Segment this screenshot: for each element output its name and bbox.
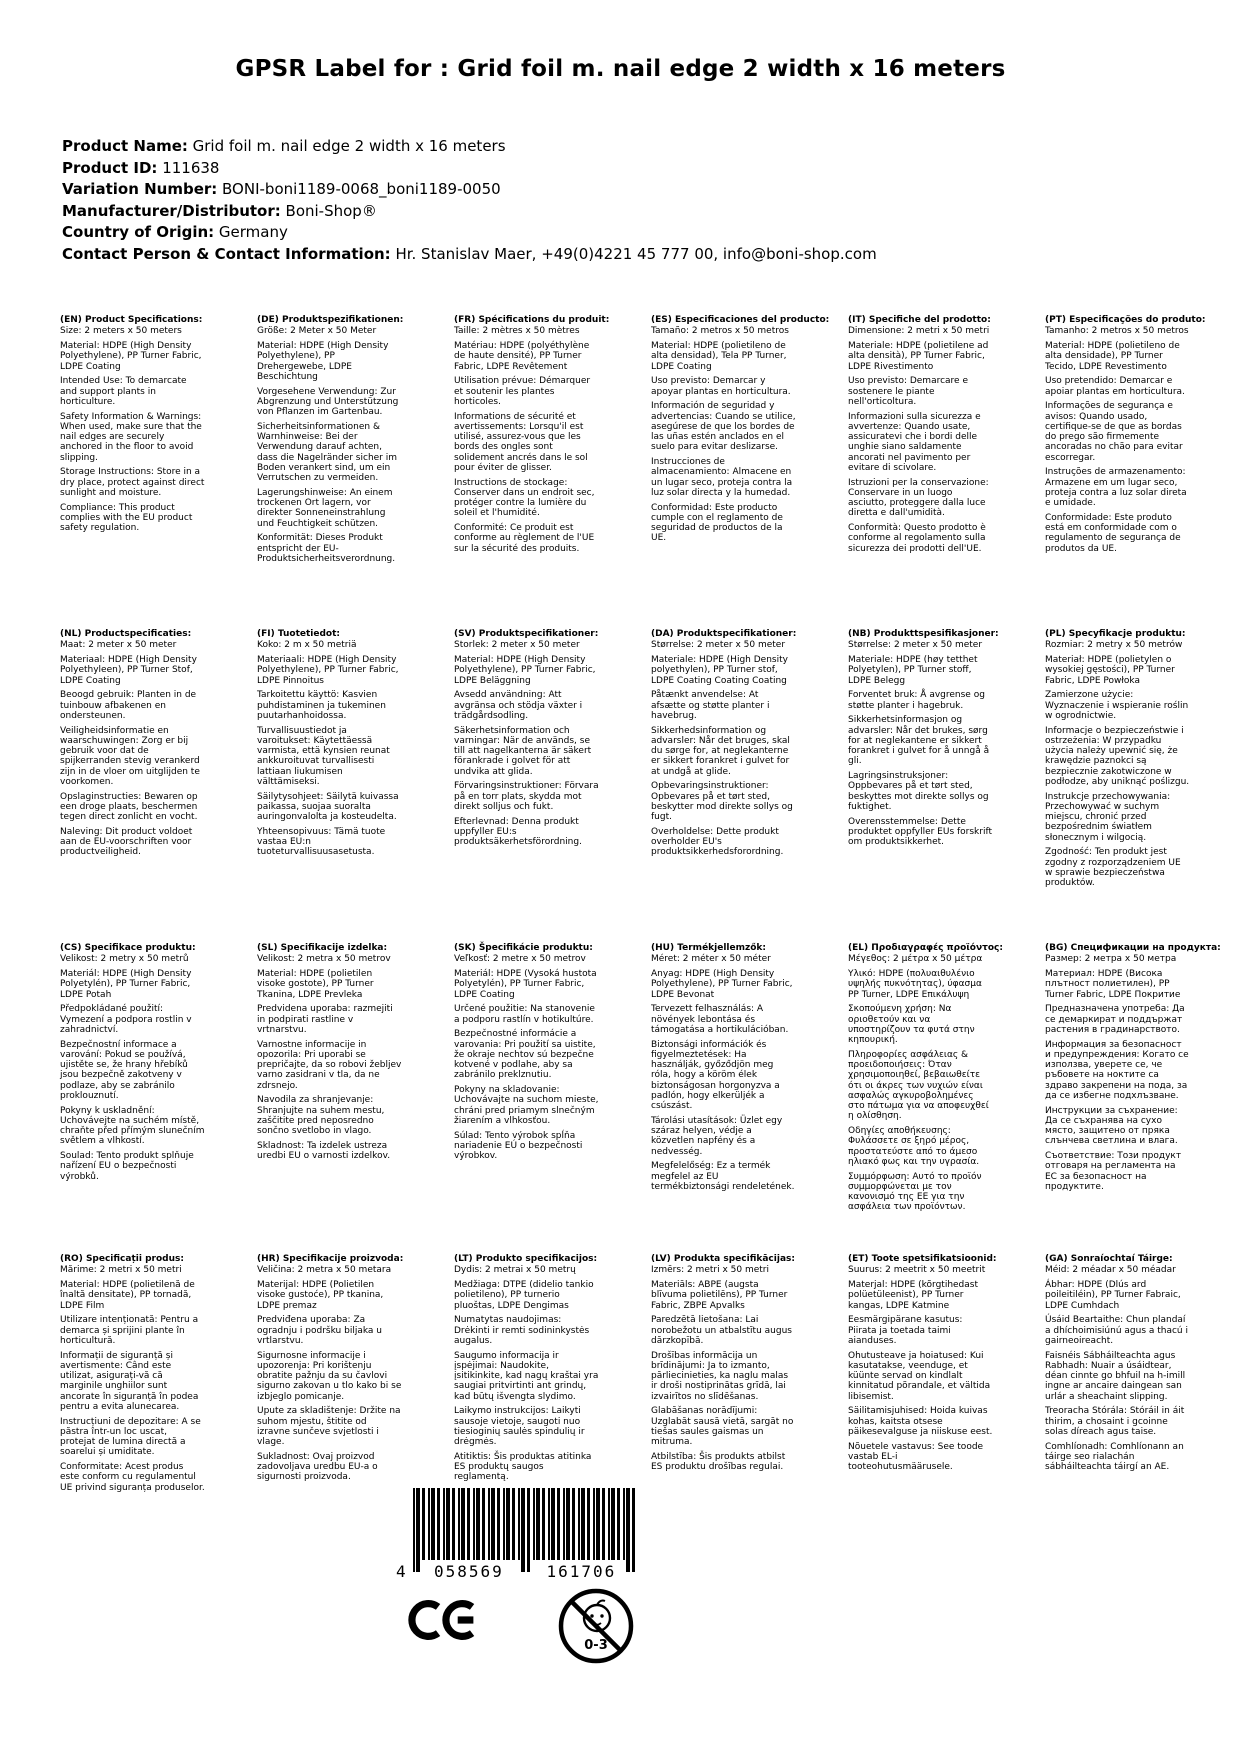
lang-block-paragraph: Material: HDPE (polietilenă de înaltă densitate), PP tornadă, LDPE Film [60, 1280, 195, 1311]
lang-block-paragraph: Opbevaringsinstruktioner: Opbevares på et tørt sted, beskytter mod direkte sollys og fugt. [651, 781, 793, 822]
lang-block-paragraph: Σκοπούμενη χρήση: Να οριοθετούν και να υποστηρίζουν τα φυτά στην κηπουρική. [848, 1004, 975, 1045]
barcode-bar [596, 1488, 600, 1560]
lang-block-paragraph: Material: HDPE (High Density Polyethylene), PP Turner Fabric, LDPE Coating [60, 341, 202, 372]
barcode-bar [476, 1488, 480, 1560]
lang-block-title: (LV) Produkta specifikācijas: [651, 1254, 795, 1264]
lang-block-paragraph: Οδηγίες αποθήκευσης: Φυλάσσετε σε ξηρό μέρος, προστατεύστε από το άμεσο ηλιακό φως και την υγρασία. [848, 1126, 980, 1167]
lang-block-title: (SL) Specifikacije izdelka: [257, 943, 388, 953]
lang-block-bg [1045, 943, 1221, 1254]
lang-block-paragraph: Materjal: HDPE (kõrgtihedast polüetüleenist), PP Turner kangas, LDPE Katmine [848, 1280, 979, 1311]
lang-block-paragraph: Υλικό: HDPE (πολυαιθυλένιο υψηλής πυκνότητας), ύφασμα PP Turner, LDPE Επικάλυψη [848, 969, 982, 1000]
lang-block-paragraph: Sikkerhedsinformation og advarsler: Når det bruges, skal du sørge for, at neglekanterne er sikkert forankret i gulvet for at undgå at glide. [651, 725, 790, 777]
barcode-bar [461, 1488, 465, 1560]
lang-block-paragraph: Информация за безопасност и предупреждения: Когато се използва, уверете се, че ръбовете на ноктите са здраво закрепени на пода, за да се избегне подхлъзване. [1045, 1039, 1189, 1101]
barcode-bar [503, 1488, 505, 1560]
barcode-bar [431, 1488, 435, 1560]
lang-block-paragraph: Avsedd användning: Att avgränsa och stödja växter i trädgårdsodling. [454, 690, 583, 721]
lang-block-paragraph: Zamierzone użycie: Wyznaczenie i wspieranie roślin w ogrodnictwie. [1045, 690, 1189, 721]
lang-block-paragraph: Overensstemmelse: Dette produktet oppfyller EUs forskrift om produktsikkerhet. [848, 816, 993, 847]
lang-block-paragraph: Información de seguridad y advertencias: Cuando se utilice, asegúrese de que los bordes de las uñas estén anclados en el suelo para evitar deslizarse. [651, 401, 796, 453]
lang-block-paragraph: Conformità: Questo prodotto è conforme al regolamento sulla sicurezza dei prodotti dell'UE. [848, 523, 986, 554]
product-info-value: Boni-Shop® [280, 201, 377, 220]
barcode-bar [617, 1488, 620, 1560]
lang-block-de [257, 315, 402, 629]
lang-block-paragraph: Zgodność: Ten produkt jest zgodny z rozporządzeniem UE w sprawie bezpieczeństwa produktów. [1045, 847, 1181, 888]
lang-block-paragraph: Drošības informācija un brīdinājumi: Ja to izmanto, pārliecinieties, ka naglu malas ir droši nostiprinātas grīdā, lai izvairītos no slīdēšanas. [651, 1350, 789, 1402]
lang-block-paragraph: Určené použitie: Na stanovenie a podporu rastlín v hotikultúre. [454, 1004, 595, 1025]
lang-block-paragraph: Opslaginstructies: Bewaren op een droge plaats, beschermen tegen direct zonlicht en vocht. [60, 791, 198, 822]
lang-block-paragraph: Dimensione: 2 metri x 50 metri [848, 326, 990, 337]
barcode-bar [551, 1488, 555, 1560]
product-info-line [62, 244, 877, 266]
ce-mark-icon [408, 1598, 476, 1646]
lang-block-paragraph: Maat: 2 meter x 50 meter [60, 640, 177, 651]
lang-block-paragraph: Material: HDPE (polietileno de alta densidade), PP Turner Tecido, LDPE Revestimento [1045, 341, 1180, 372]
lang-block-paragraph: Größe: 2 Meter x 50 Meter [257, 326, 377, 337]
lang-block-paragraph: Sukladnost: Ovaj proizvod zadovoljava uredbu EU-a o sigurnosti proizvoda. [257, 1451, 378, 1483]
lang-block-paragraph: Conformidade: Este produto está em conformidade com o regulamento de segurança de produtos da UE. [1045, 512, 1181, 554]
barcode-left-group: 058569 [433, 1562, 504, 1581]
barcode-bar [428, 1488, 430, 1560]
barcode-system-digit: 4 [396, 1562, 406, 1581]
lang-block-paragraph: Matériau: HDPE (polyéthylène de haute densité), PP Turner Fabric, LDPE Revêtement [454, 341, 590, 372]
lang-block-paragraph: Istruzioni per la conservazione: Conservare in un luogo asciutto, proteggere dalla luce diretta e dall'umidità. [848, 477, 989, 519]
lang-block-paragraph: Informații de siguranță și avertismente: Când este utilizat, asigurați-vă că marginile unghiilor sunt ancorate în siguranță în podea pentru a evita alunecarea. [60, 1350, 199, 1412]
barcode-bar [446, 1488, 450, 1560]
lang-block-paragraph: Medžiaga: DTPE (didelio tankio polietileno), PP turnerio pluoštas, LDPE Dengimas [454, 1280, 594, 1311]
lang-block-paragraph: Forventet bruk: Å avgrense og støtte planter i hagebruk. [848, 690, 985, 711]
lang-block-paragraph: Skladnost: Ta izdelek ustreza uredbi EU o varnosti izdelkov. [257, 1140, 391, 1161]
lang-block-paragraph: Velikost: 2 metra x 50 metrov [257, 954, 391, 965]
lang-block-fi [257, 629, 402, 943]
lang-block-paragraph: Materiaal: HDPE (High Density Polyethyleen), PP Turner Stof, LDPE Coating [60, 655, 197, 686]
product-info-line [62, 222, 877, 244]
lang-block-paragraph: Bezpečnostní informace a varování: Pokud se používá, ujistěte se, že hrany hřebíků jsou bezpečně zakotveny v podlaze, aby se zabránilo proklouznutí. [60, 1039, 188, 1101]
lang-block-sv [454, 629, 599, 943]
lang-block-paragraph: Säkerhetsinformation och varningar: När de används, se till att nagelkanterna är säkert förankrade i golvet för att undvika att glida. [454, 725, 592, 777]
lang-block-paragraph: Conformitate: Acest produs este conform cu regulamentul UE privind siguranța produselor. [60, 1462, 205, 1493]
lang-block-paragraph: Sicherheitsinformationen & Warnhinweise: Bei der Verwendung darauf achten, dass die Nagelränder sicher im Boden verankert sind, um ein Verrutschen zu vermeiden. [257, 421, 398, 483]
barcode-bar [443, 1488, 445, 1560]
lang-block-paragraph: Μέγεθος: 2 μέτρα x 50 μέτρα [848, 954, 983, 965]
lang-block-title: (LT) Produkto specifikacijos: [454, 1254, 598, 1264]
lang-block-paragraph: Turvallisuustiedot ja varoitukset: Käytettäessä varmista, että kynsien reunat ankkuroituvat turvallisesti lattiaan liukumisen välttämiseksi. [257, 725, 390, 787]
lang-block-sk [454, 943, 599, 1254]
barcode-bar [602, 1488, 605, 1560]
lang-block-title: (NB) Produkttspesifikasjoner: [848, 629, 999, 639]
lang-block-paragraph: Materiāls: ABPE (augsta blīvuma polietilēns), PP Turner Fabric, ZBPE Apvalks [651, 1280, 788, 1311]
lang-block-paragraph: Material: HDPE (High Density Polyethylene), PP Drehergewebe, LDPE Beschichtung [257, 341, 389, 382]
lang-block-title: (SV) Produktspecifikationer: [454, 629, 599, 639]
lang-block-paragraph: Съответствие: Този продукт отговаря на регламента на ЕС за безопасност на продуктите. [1045, 1151, 1182, 1192]
product-info-value: Hr. Stanislav Maer, +49(0)4221 45 777 00, info@boni-shop.com [390, 244, 877, 263]
lang-block-el [848, 943, 1003, 1254]
barcode-bar [416, 1488, 420, 1572]
lang-block-paragraph: Utilisation prévue: Démarquer et soutenir les plantes horticoles. [454, 376, 591, 407]
lang-block-paragraph: Συμμόρφωση: Αυτό το προϊόν συμμορφώνεται με τον κανονισμό της ΕΕ για την ασφάλεια των προϊόντων. [848, 1171, 982, 1213]
lang-block-fr [454, 315, 610, 629]
lang-block-paragraph: Úsáid Beartaithe: Chun plandaí a dhíchoimisiúnú agus a thacú i gairneoireacht. [1045, 1315, 1189, 1346]
lang-block-paragraph: Πληροφορίες ασφάλειας & προειδοποιήσεις: Όταν χρησιμοποιηθεί, βεβαιωθείτε ότι οι άκρες των νυχιών είναι ασφαλώς αγκυροβολημένες στο πάτωμα για να αποφευχθεί η ολίσθηση. [848, 1049, 989, 1122]
barcode-bar [506, 1488, 510, 1560]
lang-block-title: (BG) Спецификации на продукта: [1045, 943, 1221, 953]
lang-block-title: (RO) Specificații produs: [60, 1254, 184, 1264]
lang-block-paragraph: Materiaali: HDPE (High Density Polyethylene), PP Turner Fabric, LDPE Pinnoitus [257, 655, 399, 686]
lang-block-paragraph: Izmērs: 2 metri x 50 metri [651, 1265, 769, 1276]
lang-block-paragraph: Biztonsági információk és figyelmeztetések: Ha használják, győződjön meg róla, hogy a köröm élek biztonságosan horgonyzva a padlón, hogy elkerüljék a csúszást. [651, 1039, 780, 1111]
product-info-label: Product Name: [62, 137, 188, 155]
lang-block-en [60, 315, 205, 629]
lang-block-cs [60, 943, 205, 1254]
barcode-right-group: 161706 [546, 1562, 617, 1581]
lang-block-paragraph: Upute za skladištenje: Držite na suhom mjestu, štitite od izravne sunčeve svjetlosti i vlage. [257, 1406, 401, 1447]
lang-block-paragraph: Předpokládané použití: Vymezení a podpora rostlin v zahradnictví. [60, 1004, 192, 1035]
barcode-bar [587, 1488, 590, 1560]
product-info-value: BONI-boni1189-0068_boni1189-0050 [217, 180, 501, 198]
lang-block-paragraph: Påtænkt anvendelse: At afsætte og støtte planter i havebrug. [651, 690, 770, 721]
lang-block-paragraph: Material: HDPE (polietilen visoke gostote), PP Turner Tkanina, LDPE Prevleka [257, 969, 374, 1000]
barcode-bar [581, 1488, 585, 1560]
barcode-bar [632, 1488, 635, 1572]
lang-block-paragraph: Instructions de stockage: Conserver dans un endroit sec, protéger contre la lumière du soleil et l'humidité. [454, 477, 595, 519]
lang-block-paragraph: Storlek: 2 meter x 50 meter [454, 640, 580, 651]
lang-block-paragraph: Sikkerhetsinformasjon og advarsler: Når det brukes, sørg for at neglekantene er sikkert forankret i gulvet for å unngå å gli. [848, 715, 990, 767]
lang-block-paragraph: Uso previsto: Demarcare e sostenere le piante nell'orticoltura. [848, 376, 968, 407]
lang-block-paragraph: Saugumo informacija ir įspėjimai: Naudokite, įsitikinkite, kad nagų kraštai yra saugiai pritvirtinti ant grindų, kad būtų išvengta slydimo. [454, 1350, 599, 1402]
lang-block-paragraph: Eesmärgipärane kasutus: Piirata ja toetada taimi aianduses. [848, 1315, 963, 1346]
lang-block-paragraph: Navodila za shranjevanje: Shranjujte na suhem mestu, zaščitite pred neposredno sončno svetlobo in vlago. [257, 1095, 385, 1136]
lang-block-paragraph: Material: HDPE (polietileno de alta densidad), Tela PP Turner, LDPE Coating [651, 341, 787, 372]
barcode-bar [578, 1488, 580, 1560]
lang-block-paragraph: Glabāšanas norādījumi: Uzglabāt sausā vietā, sargāt no tiešas saules gaismas un mitruma. [651, 1406, 794, 1447]
lang-block-title: (HR) Specifikacije proizvoda: [257, 1254, 404, 1264]
lang-block-paragraph: Koko: 2 m x 50 metriä [257, 640, 357, 651]
lang-block-paragraph: Materiale: HDPE (High Density polyethylen), PP Turner stof, LDPE Coating Coating Coating [651, 655, 788, 686]
product-info-label: Manufacturer/Distributor: [62, 201, 281, 220]
barcode-bar [452, 1488, 455, 1560]
lang-block-paragraph: Velikost: 2 metry x 50 metrů [60, 954, 189, 965]
lang-block-paragraph: Förvaringsinstruktioner: Förvara på en torr plats, skydda mot direkt solljus och fukt. [454, 781, 599, 812]
lang-block-ro [60, 1254, 205, 1497]
lang-block-paragraph: Naleving: Dit product voldoet aan de EU-voorschriften voor productveiligheid. [60, 826, 193, 858]
lang-block-paragraph: Megfelelőség: Ez a termék megfelel az EU termékbiztonsági rendeletének. [651, 1161, 795, 1192]
barcode-bar [542, 1488, 545, 1560]
lang-block-paragraph: Méid: 2 méadar x 50 méadar [1045, 1265, 1176, 1276]
lang-block-paragraph: Numatytas naudojimas: Drėkinti ir remti sodininkystės augalus. [454, 1315, 590, 1346]
lang-block-paragraph: Lagerungshinweise: An einem trockenen Ort lagern, vor direkter Sonneneinstrahlung und Feuchtigkeit schützen. [257, 487, 393, 529]
lang-block-title: (DA) Produktspecifikationer: [651, 629, 797, 639]
lang-block-paragraph: Tamanho: 2 metros x 50 metros [1045, 326, 1189, 337]
product-info-value: 111638 [157, 158, 220, 177]
lang-block-paragraph: Comhlíonadh: Comhlíonann an táirge seo rialachán sábháilteachta táirgí an AE. [1045, 1441, 1184, 1472]
lang-block-paragraph: Beoogd gebruik: Planten in de tuinbouw afbakenen en ondersteunen. [60, 690, 197, 721]
lang-block-title: (NL) Productspecificaties: [60, 629, 192, 639]
lang-block-paragraph: Veľkosť: 2 metre x 50 metrov [454, 954, 586, 965]
lang-block-paragraph: Laikymo instrukcijos: Laikyti sausoje vietoje, saugoti nuo tiesioginių saulės spindulių ir drėgmės. [454, 1406, 585, 1447]
lang-block-paragraph: Pokyny na skladovanie: Uchovávajte na suchom mieste, chráni pred priamym slnečným žiarením a vlhkosťou. [454, 1085, 599, 1126]
barcode-bar [413, 1488, 415, 1572]
lang-block-paragraph: Bezpečnostné informácie a varovania: Pri použití sa uistite, že okraje nechtov sú bezpečne kotvené v podlahe, aby sa zabránilo preklznutiu. [454, 1029, 596, 1081]
lang-block-paragraph: Ábhar: HDPE (Dlús ard poileitiléin), PP Turner Fabraic, LDPE Cumhdach [1045, 1280, 1181, 1311]
barcode-bar [491, 1488, 495, 1560]
product-info-label: Country of Origin: [62, 223, 215, 241]
barcode-bar [482, 1488, 485, 1560]
lang-block-paragraph: Mărime: 2 metri x 50 metri [60, 1265, 182, 1276]
lang-block-title: (DE) Produktspezifikationen: [257, 315, 404, 325]
lang-block-et [848, 1254, 997, 1497]
lang-block-paragraph: Predvidena uporaba: razmejiti in podpirati rastline v vrtnarstvu. [257, 1004, 393, 1035]
lang-block-paragraph: Vorgesehene Verwendung: Zur Abgrenzung und Unterstützung von Pflanzen im Gartenbau. [257, 386, 399, 417]
lang-block-title: (ES) Especificaciones del producto: [651, 315, 830, 325]
lang-block-paragraph: Veiligheidsinformatie en waarschuwingen: Zorg er bij gebruik voor dat de spijkerranden stevig verankerd zijn in de vloer om uitglijden te voorkomen. [60, 725, 200, 787]
lang-block-paragraph: Faisnéis Sábháilteachta agus Rabhadh: Nuair a úsáidtear, déan cinnte go bhfuil na h-imill ingne ar ancaire daingean san urlár a sheachaint slipping. [1045, 1350, 1186, 1402]
barcode-bar [473, 1488, 475, 1560]
barcode [396, 1488, 638, 1581]
product-info-line [62, 201, 877, 223]
barcode-bar [518, 1488, 520, 1560]
lang-block-paragraph: Informazioni sulla sicurezza e avvertenze: Quando usate, assicuratevi che i bordi delle unghie siano saldamente ancorati nel pavimento per evitare di scivolare. [848, 411, 981, 473]
barcode-bar [458, 1488, 460, 1560]
lang-block-paragraph: Compliance: This product complies with the EU product safety regulation. [60, 502, 193, 533]
product-info-label: Contact Person & Contact Information: [62, 244, 391, 263]
lang-block-paragraph: Size: 2 meters x 50 meters [60, 326, 182, 337]
lang-block-title: (PT) Especificações do produto: [1045, 315, 1206, 325]
lang-block-paragraph: Tárolási utasítások: Üzlet egy száraz helyen, védje a közvetlen napfény és a nedvesség. [651, 1115, 783, 1157]
lang-block-paragraph: Suurus: 2 meetrit x 50 meetrit [848, 1265, 986, 1276]
lang-block-paragraph: Paredzētā lietošana: Lai norobežotu un atbalstītu augus dārzkopībā. [651, 1315, 792, 1346]
lang-block-paragraph: Súlad: Tento výrobok spĺňa nariadenie EÚ o bezpečnosti výrobkov. [454, 1130, 583, 1161]
age-warning-0-3-icon [556, 1586, 636, 1666]
lang-block-paragraph: Storage Instructions: Store in a dry place, protect against direct sunlight and moisture. [60, 467, 205, 498]
lang-block-paragraph: Tervezett felhasználás: A növények lebontása és támogatása a hortikulációban. [651, 1004, 789, 1035]
lang-block-title: (SK) Špecifikácie produktu: [454, 943, 593, 953]
lang-block-paragraph: Atitiktis: Šis produktas atitinka ES produktų saugos reglamentą. [454, 1451, 592, 1483]
lang-block-title: (EN) Product Specifications: [60, 315, 203, 325]
lang-block-paragraph: Säilytysohjeet: Säilytä kuivassa paikassa, suojaa suoralta auringonvalolta ja kosteudelta. [257, 791, 399, 822]
page-title: GPSR Label for : Grid foil m. nail edge 2 width x 16 meters [235, 56, 1006, 82]
barcode-digits [413, 1562, 638, 1581]
lang-block-paragraph: Instrukcje przechowywania: Przechowywać w suchym miejscu, chronić przed bezpośrednim światłem słonecznym i wilgocią. [1045, 791, 1171, 843]
product-info-line [62, 179, 877, 201]
lang-block-paragraph: Konformität: Dieses Produkt entspricht der EU-Produktsicherheitsverordnung. [257, 533, 396, 564]
lang-block-paragraph: Informacje o bezpieczeństwie i ostrzeżenia: W przypadku użycia należy upewnić się, że krawędzie paznokci są bezpiecznie zakotwiczone w podłodze, aby uniknąć poślizgu. [1045, 725, 1190, 787]
lang-block-paragraph: Informações de segurança e avisos: Quando usado, certifique-se de que as bordas do prego são firmemente ancoradas no chão para evitar escorregar. [1045, 401, 1183, 463]
lang-block-paragraph: Safety Information & Warnings: When used, make sure that the nail edges are securely anchored in the floor to avoid slipping. [60, 411, 202, 463]
lang-block-paragraph: Predviđena uporaba: Za ogradnju i podršku biljaka u vrtlarstvu. [257, 1315, 382, 1346]
lang-block-paragraph: Tarkoitettu käyttö: Kasvien puhdistaminen ja tukeminen puutarhanhoidossa. [257, 690, 386, 721]
lang-block-paragraph: Предназначена употреба: Да се демаркират и поддържат растения в градинарството. [1045, 1004, 1185, 1035]
lang-block-paragraph: Méret: 2 méter x 50 méter [651, 954, 771, 965]
lang-block-paragraph: Materiál: HDPE (Vysoká hustota Polyetylén), PP Turner Fabric, LDPE Coating [454, 969, 597, 1000]
lang-block-paragraph: Taille: 2 mètres x 50 mètres [454, 326, 580, 337]
product-info-line [62, 136, 877, 158]
barcode-bar [608, 1488, 610, 1560]
lang-block-paragraph: Dydis: 2 metrai x 50 metrų [454, 1265, 576, 1276]
lang-block-paragraph: Efterlevnad: Denna produkt uppfyller EU:s produktsäkerhetsförordning. [454, 816, 582, 847]
product-info-label: Product ID: [62, 158, 158, 177]
lang-block-paragraph: Materiale: HDPE (polietilene ad alta densità), PP Turner Fabric, LDPE Rivestimento [848, 341, 989, 372]
product-info [62, 136, 877, 265]
lang-block-paragraph: Nõuetele vastavus: See toode vastab EL-i tooteohutusmäärusele. [848, 1441, 984, 1472]
lang-block-da [651, 629, 796, 943]
lang-block-paragraph: Materiál: HDPE (High Density Polyetylén), PP Turner Fabric, LDPE Potah [60, 969, 192, 1000]
lang-block-paragraph: Størrelse: 2 meter x 50 meter [848, 640, 983, 651]
lang-block-paragraph: Pokyny k uskladnění: Uchovávejte na suchém místě, chraňte před přímým slunečním světlem a vlhkostí. [60, 1105, 205, 1147]
lang-block-paragraph: Conformité: Ce produit est conforme au règlement de l'UE sur la sécurité des produits. [454, 523, 595, 554]
lang-block-paragraph: Materijal: HDPE (Polietilen visoke gustoće), PP tkanina, LDPE premaz [257, 1280, 384, 1311]
lang-block-paragraph: Treoracha Stórála: Stóráil in áit thirim, a chosaint i gcoinne solas díreach agus taise. [1045, 1406, 1185, 1437]
lang-block-paragraph: Yhteensopivuus: Tämä tuote vastaa EU:n tuoteturvallisuusasetusta. [257, 826, 386, 858]
lang-block-paragraph: Ohutusteave ja hoiatused: Kui kasutatakse, veenduge, et küünte servad on kindlalt kinnitatud põrandale, et vältida libisemist. [848, 1350, 991, 1402]
lang-block-paragraph: Anyag: HDPE (High Density Polyethylene), PP Turner Fabric, LDPE Bevonat [651, 969, 793, 1000]
lang-block-paragraph: Materiał: HDPE (polietylen o wysokiej gęstości), PP Turner Fabric, LDPE Powłoka [1045, 655, 1175, 686]
lang-block-paragraph: Veličina: 2 metra x 50 metara [257, 1265, 392, 1276]
product-info-line [62, 158, 877, 180]
lang-block-paragraph: Sigurnosne informacije i upozorenja: Pri korištenju obratite pažnju da su čavlovi sigurno zakovan u tlo kako bi se izbjeglo pomicanje. [257, 1350, 402, 1402]
lang-block-lv [651, 1254, 796, 1497]
lang-block-paragraph: Säilitamisjuhised: Hoida kuivas kohas, kaitsta otsese päikesevalguse ja niiskuse eest. [848, 1406, 993, 1437]
lang-block-paragraph: Tamaño: 2 metros x 50 metros [651, 326, 789, 337]
barcode-bar [467, 1488, 470, 1560]
lang-block-paragraph: Conformidad: Este producto cumple con el reglamento de seguridad de productos de la UE. [651, 502, 783, 544]
barcode-bar [527, 1488, 530, 1572]
barcode-bar [566, 1488, 570, 1560]
lang-block-hr [257, 1254, 402, 1497]
lang-block-paragraph: Uso previsto: Demarcar y apoyar plantas en horticultura. [651, 376, 791, 397]
lang-block-title: (IT) Specifiche del prodotto: [848, 315, 991, 325]
lang-block-title: (PL) Specyfikacje produktu: [1045, 629, 1186, 639]
barcode-bar [593, 1488, 595, 1560]
lang-block-title: (FR) Spécifications du produit: [454, 315, 610, 325]
barcode-bar [512, 1488, 515, 1560]
lang-block-title: (CS) Specifikace produktu: [60, 943, 196, 953]
barcode-main [413, 1488, 638, 1581]
barcode-bar [536, 1488, 540, 1560]
lang-block-title: (ET) Toote spetsifikatsioonid: [848, 1254, 997, 1264]
lang-block-pl [1045, 629, 1190, 943]
lang-block-paragraph: Instrucțiuni de depozitare: A se păstra într-un loc uscat, protejat de lumina directă a soarelui și umiditate. [60, 1416, 201, 1458]
lang-block-paragraph: Overholdelse: Dette produkt overholder EU's produktsikkerhedsforordning. [651, 826, 784, 858]
barcode-bar [572, 1488, 575, 1560]
lang-block-paragraph: Instrucciones de almacenamiento: Almacene en un lugar seco, proteja contra la luz solar directa y la humedad. [651, 457, 793, 498]
lang-block-paragraph: Rozmiar: 2 metry x 50 metrów [1045, 640, 1183, 651]
barcode-bar [623, 1488, 625, 1560]
lang-block-paragraph: Размер: 2 метра x 50 метра [1045, 954, 1177, 965]
product-info-value: Germany [214, 223, 288, 241]
lang-block-paragraph: Atbilstība: Šis produkts atbilst ES produktu drošības regulai. [651, 1451, 786, 1472]
barcode-bar [533, 1488, 535, 1560]
lang-block-sl [257, 943, 402, 1254]
barcode-bar [611, 1488, 615, 1560]
lang-block-it [848, 315, 993, 629]
lang-block-lt [454, 1254, 599, 1497]
barcode-bars [413, 1488, 638, 1572]
lang-block-paragraph: Lagringsinstruksjoner: Oppbevares på et tørt sted, beskyttes mot direkte sollys og fuktighet. [848, 771, 989, 812]
lang-block-paragraph: Intended Use: To demarcate and support plants in horticulture. [60, 376, 187, 407]
barcode-bar [563, 1488, 565, 1560]
lang-block-pt [1045, 315, 1206, 629]
lang-block-hu [651, 943, 796, 1254]
lang-block-paragraph: Uso pretendido: Demarcar e apoiar plantas em horticultura. [1045, 376, 1185, 397]
lang-block-paragraph: Informations de sécurité et avertissements: Lorsqu'il est utilisé, assurez-vous que les bords des ongles sont solidement ancrés dans le sol pour éviter de glisser. [454, 411, 588, 473]
barcode-bar [422, 1488, 425, 1560]
barcode-bar [521, 1488, 525, 1572]
barcode-bar [497, 1488, 500, 1560]
age-warning-label: 0-3 [584, 1638, 608, 1653]
lang-block-title: (EL) Προδιαγραφές προϊόντος: [848, 943, 1003, 953]
lang-block-ga [1045, 1254, 1190, 1497]
lang-block-paragraph: Varnostne informacije in opozorila: Pri uporabi se prepričajte, da so robovi žebljev varno zasidrani v tla, da ne zdrsnejo. [257, 1039, 402, 1091]
barcode-bar [557, 1488, 560, 1560]
lang-block-paragraph: Utilizare intenționată: Pentru a demarca și sprijini plante în horticultură. [60, 1315, 199, 1346]
lang-block-paragraph: Инструкции за съхранение: Да се съхранява на сухо място, защитено от пряка слънчева светлина и влага. [1045, 1105, 1178, 1147]
lang-block-title: (HU) Termékjellemzők: [651, 943, 767, 953]
product-info-value: Grid foil m. nail edge 2 width x 16 meters [187, 137, 506, 155]
lang-block-paragraph: Материал: HDPE (Висока плътност полиетилен), PP Turner Fabric, LDPE Покритие [1045, 969, 1181, 1000]
lang-block-title: (FI) Tuotetiedot: [257, 629, 341, 639]
lang-block-title: (GA) Sonraíochtaí Táirge: [1045, 1254, 1173, 1264]
language-grid [60, 315, 1221, 1497]
product-info-label: Variation Number: [62, 180, 218, 198]
barcode-bar [488, 1488, 490, 1560]
lang-block-paragraph: Materiale: HDPE (høy tetthet Polyetylen), PP Turner stoff, LDPE Belegg [848, 655, 978, 686]
lang-block-paragraph: Soulad: Tento produkt splňuje nařízení EU o bezpečnosti výrobků. [60, 1151, 194, 1182]
lang-block-es [651, 315, 830, 629]
lang-block-nl [60, 629, 205, 943]
lang-block-paragraph: Størrelse: 2 meter x 50 meter [651, 640, 786, 651]
lang-block-nb [848, 629, 999, 943]
lang-block-paragraph: Material: HDPE (High Density Polyethylene), PP Turner Fabric, LDPE Beläggning [454, 655, 596, 686]
barcode-bar [548, 1488, 550, 1560]
lang-block-paragraph: Instruções de armazenamento: Armazene em um lugar seco, proteja contra a luz solar direta e umidade. [1045, 467, 1187, 508]
barcode-bar [437, 1488, 440, 1560]
barcode-bar [626, 1488, 630, 1572]
